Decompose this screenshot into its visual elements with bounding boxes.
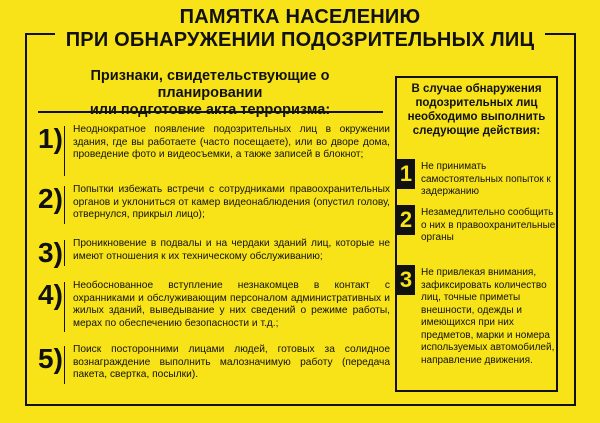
bracket-decoration <box>64 346 69 384</box>
sign-item-3 <box>38 238 390 268</box>
sign-item-5 <box>38 344 390 384</box>
bracket-decoration <box>64 126 69 176</box>
sign-number: 3) <box>38 237 63 268</box>
bracket-decoration <box>64 240 69 266</box>
sign-number: 1) <box>38 123 63 154</box>
action-number-badge: 3 <box>397 265 415 295</box>
action-number-badge: 1 <box>397 159 415 189</box>
divider-line <box>38 111 383 113</box>
sign-number: 2) <box>38 183 63 214</box>
actions-box <box>395 76 558 392</box>
sign-text: Поиск посторонними лицами людей, готовых за солидное вознаграждение выполнить малозначимую работу (передача пакета, свертка, посылки). <box>73 344 390 381</box>
sign-text: Проникновение в подвалы и на чердаки зданий лиц, которые не имеют отношения к их техническому обслуживанию; <box>73 238 390 262</box>
bracket-decoration <box>64 186 69 224</box>
sign-text: Необоснованное вступление незнакомцев в контакт с охранниками и обслуживающим персоналом административных и жилых зданий, выведывание у них сведений о режиме работы, мерах по обеспечению безопасности и т.д.; <box>73 280 390 329</box>
bracket-decoration <box>64 282 69 332</box>
title-block <box>55 6 545 58</box>
title-line-2: ПРИ ОБНАРУЖЕНИИ ПОДОЗРИТЕЛЬНЫХ ЛИЦ <box>65 29 535 51</box>
sign-item-4 <box>38 280 390 332</box>
action-number-badge: 2 <box>397 205 415 235</box>
action-item-2 <box>397 205 556 245</box>
signs-heading-line-1: Признаки, свидетельствующие о планировании <box>90 68 330 101</box>
actions-heading: В случае обнаружения подозрительных лиц необходимо выполнить следующие действия: <box>407 83 546 137</box>
action-item-1 <box>397 159 556 199</box>
sign-item-1 <box>38 124 390 176</box>
action-text: Не принимать самостоятельных попыток к задержанию <box>421 161 551 197</box>
title-line-1: ПАМЯТКА НАСЕЛЕНИЮ <box>179 6 421 28</box>
sign-text: Неоднократное появление подозрительных лиц в окружении здания, где вы работаете (часто посещаете), или во дворе дома, проведение фото и видеосъемки, а также записей в блокнот; <box>73 124 390 161</box>
sign-item-2 <box>38 184 390 224</box>
action-text: Незамедлительно сообщить о них в правоохранительные органы <box>421 207 556 243</box>
sign-text: Попытки избежать встречи с сотрудниками правоохранительных органов и уклониться от камер видеонаблюдения (опустил голову, отвернулся, прикрыл лицо); <box>73 184 390 221</box>
sign-number: 4) <box>38 279 63 310</box>
sign-number: 5) <box>38 343 63 374</box>
action-text: Не привлекая внимания, зафиксировать количество лиц, точные приметы внешности, одежды и имеющихся при них предметов, марки и номера используемых автомобилей, направление движения. <box>421 267 555 366</box>
signs-heading-line-2: или подготовке акта терроризма: <box>89 102 331 118</box>
action-item-3 <box>397 265 556 367</box>
